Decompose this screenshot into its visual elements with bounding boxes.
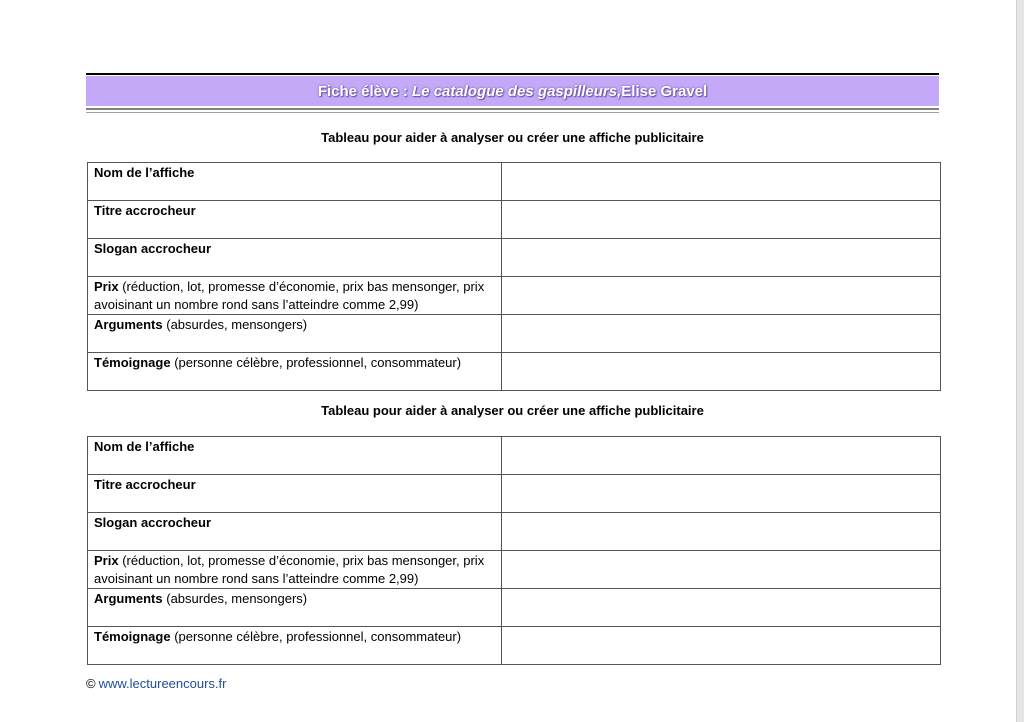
- table-title-2: Tableau pour aider à analyser ou créer une affiche publicitaire: [321, 403, 704, 418]
- row-label-cell: [88, 551, 502, 589]
- row-label: Arguments: [94, 591, 163, 606]
- row-label-cell: [88, 277, 502, 315]
- table-row: [88, 201, 941, 239]
- answer-cell[interactable]: [502, 353, 941, 391]
- row-detail: (réduction, lot, promesse d’économie, prix bas mensonger, prix avoisinant un nombre rond sans l’atteindre comme 2,99): [94, 279, 485, 312]
- table-row: [88, 353, 941, 391]
- copyright-icon: ©: [86, 676, 96, 691]
- answer-cell[interactable]: [502, 437, 941, 475]
- table-row: [88, 513, 941, 551]
- row-label: Arguments: [94, 317, 163, 332]
- row-label: Titre accrocheur: [94, 203, 196, 218]
- table-row: [88, 627, 941, 665]
- row-label: Nom de l’affiche: [94, 165, 195, 180]
- row-detail: (réduction, lot, promesse d’économie, prix bas mensonger, prix avoisinant un nombre rond sans l’atteindre comme 2,99): [94, 553, 485, 586]
- table-title-1: Tableau pour aider à analyser ou créer une affiche publicitaire: [321, 130, 704, 145]
- header-author: Elise Gravel: [621, 82, 708, 100]
- table-row: [88, 551, 941, 589]
- analysis-table-1: [87, 162, 941, 391]
- row-label: Slogan accrocheur: [94, 515, 212, 530]
- row-label: Slogan accrocheur: [94, 241, 212, 256]
- table-row: [88, 475, 941, 513]
- row-label-cell: [88, 239, 502, 277]
- row-label: Témoignage: [94, 355, 171, 370]
- row-label: Prix: [94, 279, 119, 294]
- row-detail: (absurdes, mensongers): [162, 591, 308, 606]
- answer-cell[interactable]: [502, 315, 941, 353]
- row-label-cell: [88, 353, 502, 391]
- row-label: Prix: [94, 553, 119, 568]
- row-label: Témoignage: [94, 629, 171, 644]
- answer-cell[interactable]: [502, 627, 941, 665]
- worksheet-header-banner: [86, 76, 939, 106]
- table-row: [88, 239, 941, 277]
- row-label-cell: [88, 163, 502, 201]
- row-label-cell: [88, 201, 502, 239]
- answer-cell[interactable]: [502, 277, 941, 315]
- row-label-cell: [88, 513, 502, 551]
- answer-cell[interactable]: [502, 513, 941, 551]
- row-label-cell: [88, 627, 502, 665]
- row-label-cell: [88, 589, 502, 627]
- row-label-cell: [88, 475, 502, 513]
- row-label: Titre accrocheur: [94, 477, 196, 492]
- row-detail: (personne célèbre, professionnel, consommateur): [170, 629, 462, 644]
- row-detail: (absurdes, mensongers): [162, 317, 308, 332]
- banner-bottom-rule-thin: [86, 112, 939, 113]
- table-row: [88, 437, 941, 475]
- answer-cell[interactable]: [502, 589, 941, 627]
- table-row: [88, 163, 941, 201]
- analysis-table-2: [87, 436, 941, 665]
- website-link[interactable]: www.lectureencours.fr: [98, 676, 227, 691]
- page-edge: [1016, 0, 1024, 722]
- answer-cell[interactable]: [502, 201, 941, 239]
- row-detail: (personne célèbre, professionnel, consommateur): [170, 355, 462, 370]
- row-label-cell: [88, 437, 502, 475]
- table-row: [88, 315, 941, 353]
- answer-cell[interactable]: [502, 551, 941, 589]
- header-book-title: Le catalogue des gaspilleurs,: [412, 82, 622, 100]
- banner-bottom-rule: [86, 108, 939, 110]
- answer-cell[interactable]: [502, 163, 941, 201]
- table-row: [88, 589, 941, 627]
- answer-cell[interactable]: [502, 475, 941, 513]
- banner-top-rule: [86, 73, 939, 75]
- header-prefix: Fiche élève :: [317, 82, 408, 100]
- row-label-cell: [88, 315, 502, 353]
- row-label: Nom de l’affiche: [94, 439, 195, 454]
- answer-cell[interactable]: [502, 239, 941, 277]
- footer: [86, 676, 226, 691]
- table-row: [88, 277, 941, 315]
